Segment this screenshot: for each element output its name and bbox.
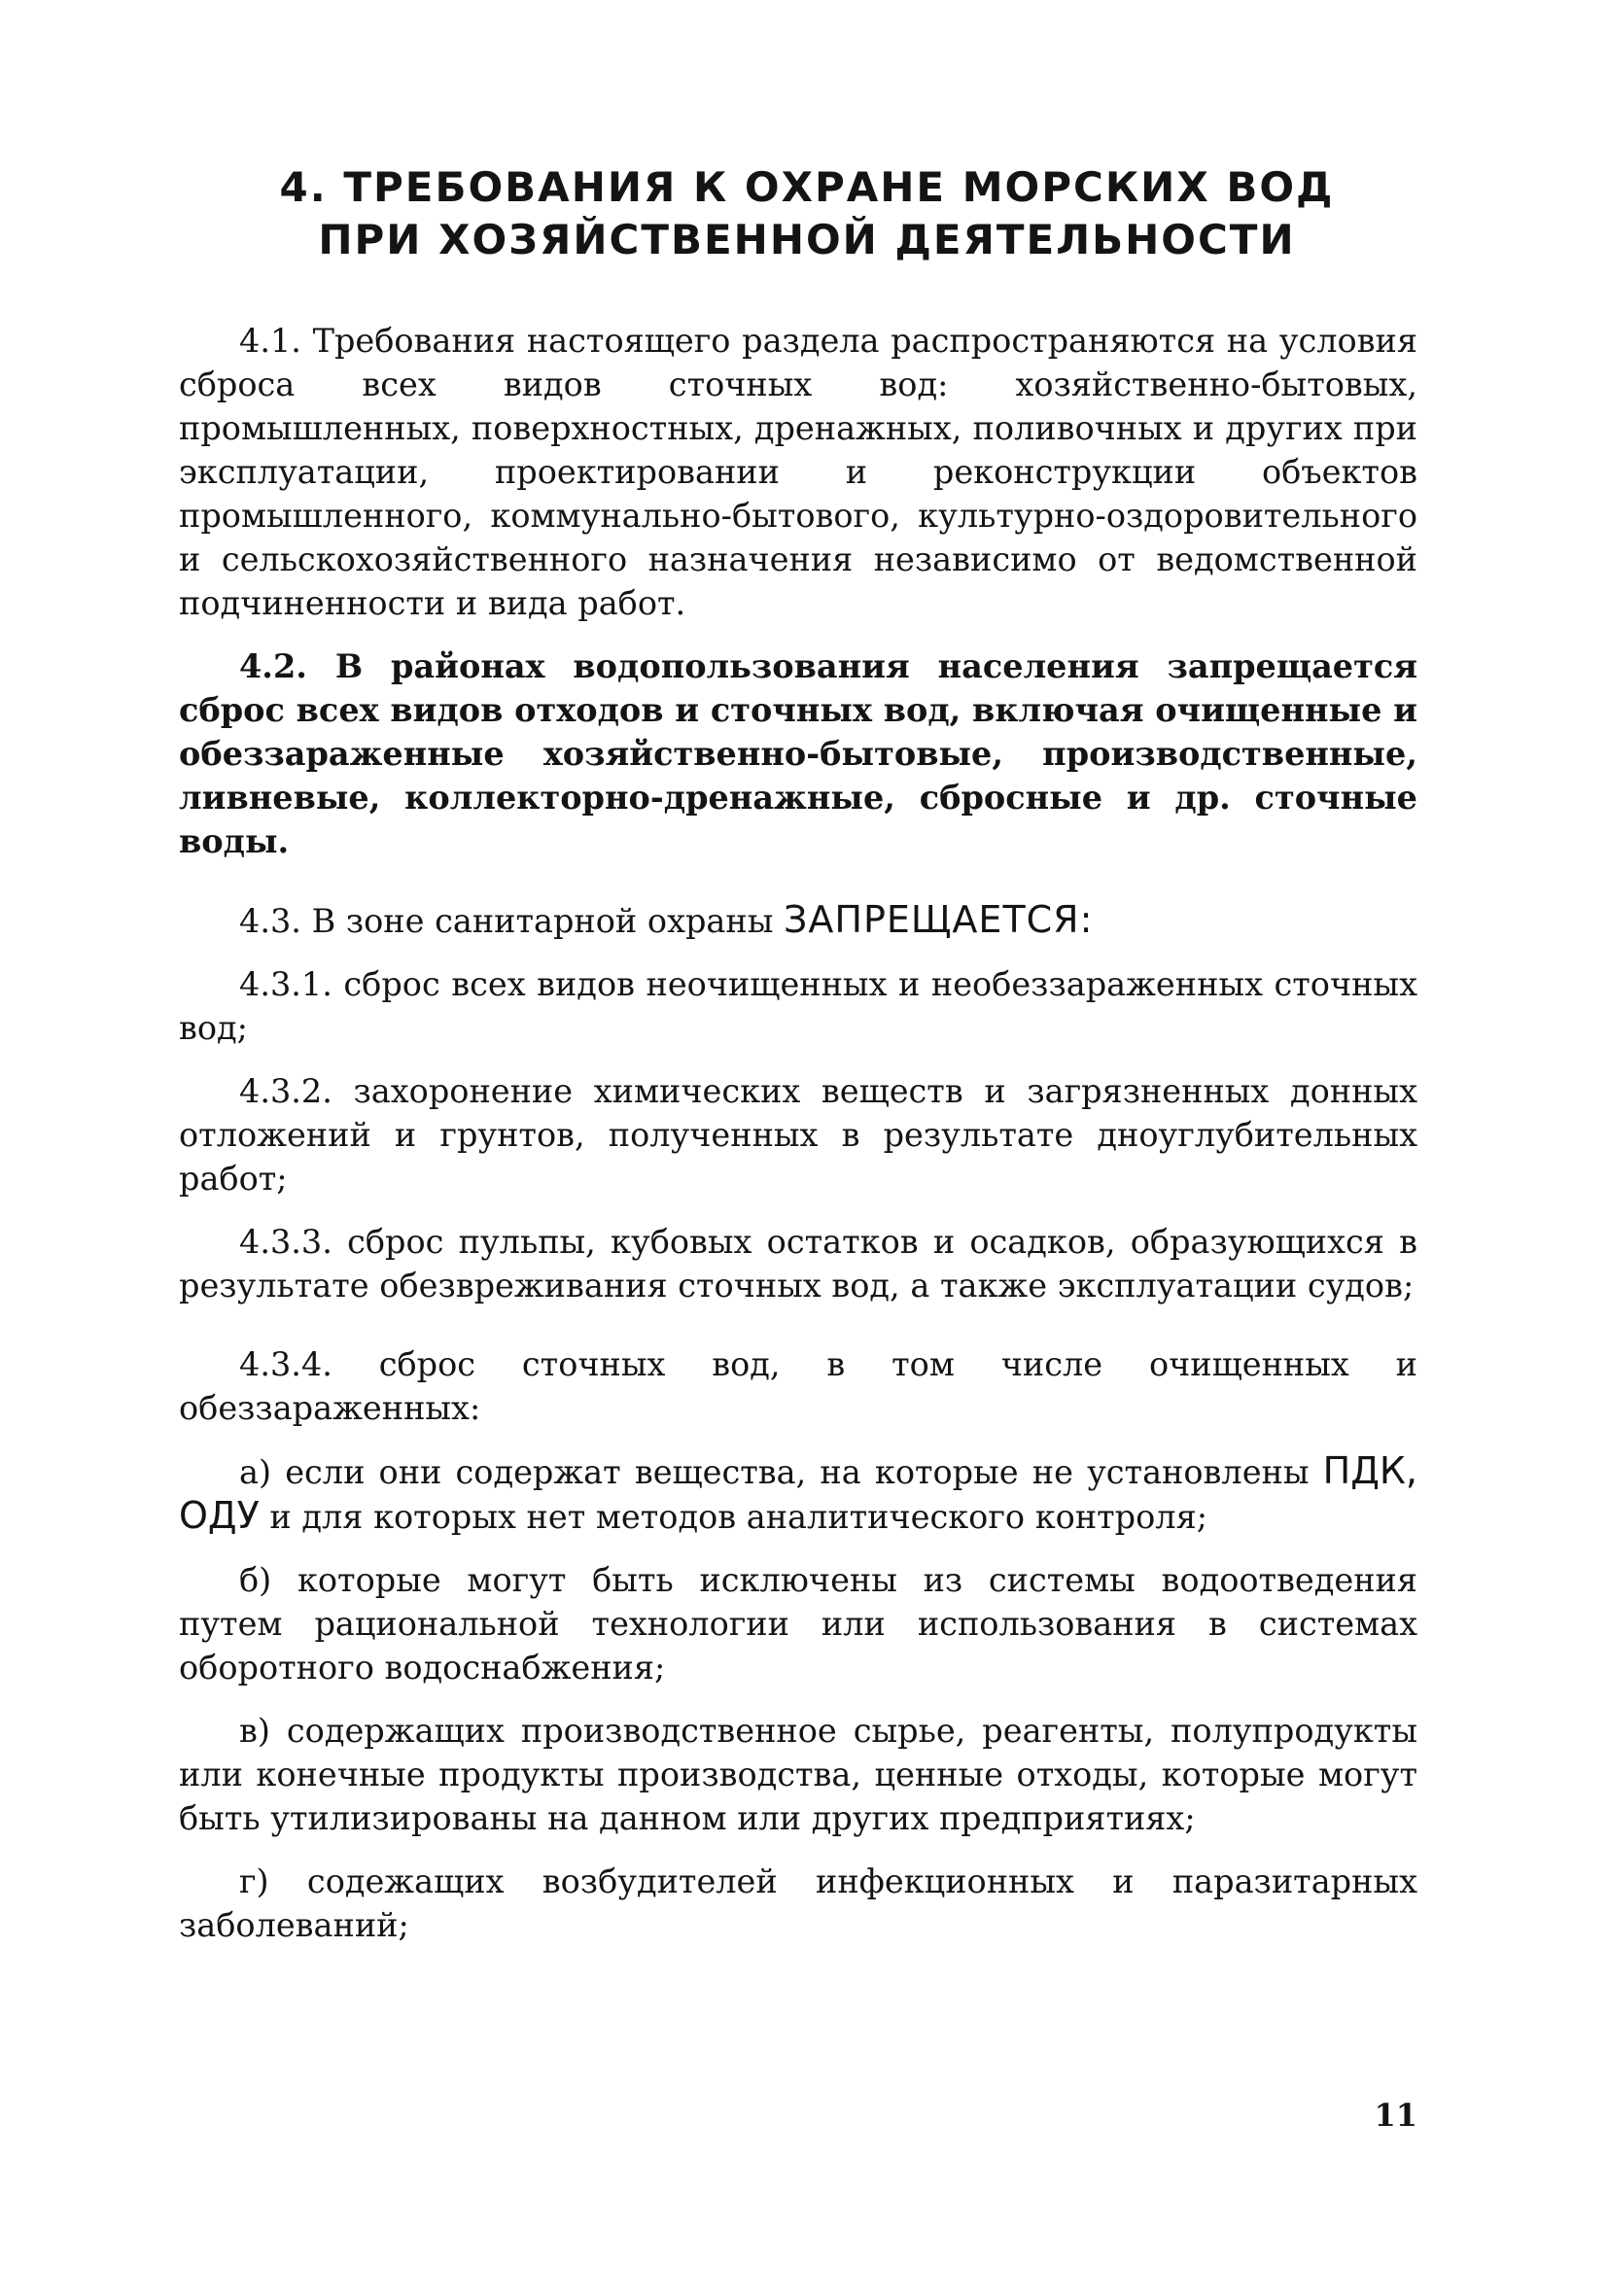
- paragraph-4-2-text: населения запрещается сброс всех видов отходов и сточных вод, включая очищенные и обеззараженные хозяйственно-бытовые, производственные, ливневые, коллекторно-дренажные, сбросные и др. сточные воды.: [179, 647, 1418, 860]
- paragraph-4-3: [179, 898, 1417, 943]
- section-title-line-1: 4. ТРЕБОВАНИЯ К ОХРАНЕ МОРСКИХ ВОД: [279, 163, 1335, 211]
- list-item-g: г) содежащих возбудителей инфекционных и паразитарных заболеваний;: [179, 1862, 1417, 1944]
- paragraph-4-3-prohibited: ЗАПРЕЩАЕТСЯ:: [784, 898, 1094, 941]
- list-item-b: б) которые могут быть исключены из системы водоотведения путем рациональной технологии или использования в системах оборотного водоснабжения;: [179, 1561, 1417, 1687]
- list-item-a-rest: и для которых нет методов аналитического контроля;: [259, 1498, 1207, 1536]
- section-title-line-2: ПРИ ХОЗЯЙСТВЕННОЙ ДЕЯТЕЛЬНОСТИ: [318, 216, 1296, 263]
- paragraph-4-3-1: 4.3.1. сброс всех видов неочищенных и необеззараженных сточных вод;: [179, 965, 1417, 1047]
- paragraph-4-3-lead: 4.3. В зоне санитарной охраны: [239, 902, 785, 940]
- paragraph-4-3-2: 4.3.2. захоронение химических веществ и загрязненных донных отложений и грунтов, полученных в результате дноуглубительных работ;: [179, 1072, 1417, 1198]
- document-body: [179, 319, 1417, 1966]
- paragraph-4-2: [179, 644, 1417, 863]
- paragraph-4-3-4: 4.3.4. сброс сточных вод, в том числе очищенных и обеззараженных:: [179, 1345, 1417, 1427]
- paragraph-4-2-lead: 4.2. В районах водопользования: [239, 647, 910, 685]
- paragraph-4-1: 4.1. Требования настоящего раздела распространяются на условия сброса всех видов сточных вод: хозяйственно-бытовых, промышленных, поверхностных, дренажных, поливочных и других при эксплуатации, проектировании и реконструкции объектов промышленного, коммунально-бытового, культурно-оздоровительного и сельскохозяйственного назначения независимо от ведомственной подчиненности и вида работ.: [179, 322, 1417, 622]
- section-heading: [175, 161, 1439, 266]
- list-item-a: [179, 1449, 1417, 1539]
- page-number: 11: [1374, 2097, 1417, 2134]
- list-item-v: в) содержащих производственное сырье, реагенты, полупродукты или конечные продукты производства, ценные отходы, которые могут быть утилизированы на данном или других предприятиях;: [179, 1712, 1417, 1837]
- paragraph-4-3-3: 4.3.3. сброс пульпы, кубовых остатков и осадков, образующихся в результате обезвреживания сточных вод, а также эксплуатации судов;: [179, 1223, 1417, 1305]
- list-item-a-abbreviation: ПДК, ОДУ: [179, 1449, 1417, 1537]
- list-item-a-lead: а) если они содержат вещества, на которые не установлены: [239, 1453, 1323, 1491]
